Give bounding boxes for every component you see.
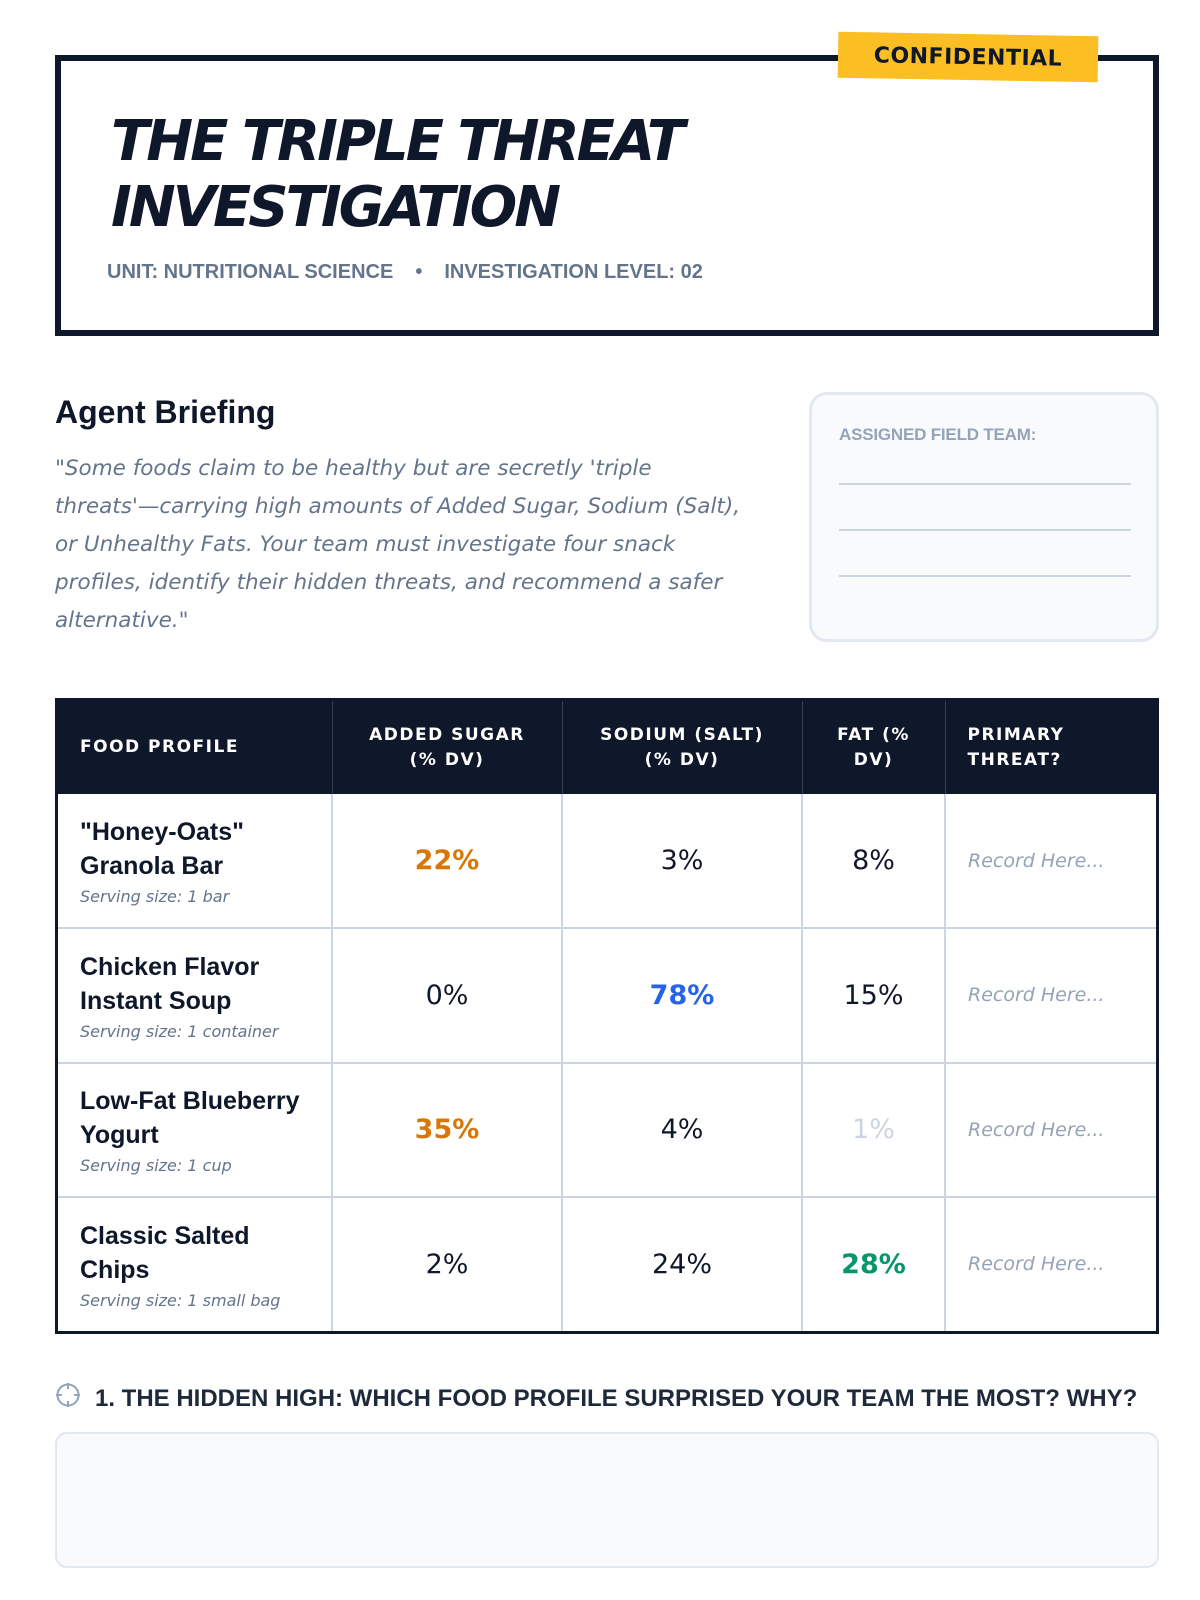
table-row <box>58 794 1156 928</box>
serving-size: Serving size: 1 bar <box>80 887 230 907</box>
primary-threat-input[interactable]: Record Here... <box>945 1063 1156 1197</box>
header-meta <box>107 261 703 284</box>
serving-size: Serving size: 1 small bag <box>80 1290 281 1310</box>
field-team-box <box>809 392 1159 642</box>
table-header-row <box>58 701 1156 794</box>
header-primary-threat: PRIMARY THREAT? <box>945 701 1156 794</box>
table-row <box>58 928 1156 1062</box>
primary-threat-input[interactable]: Record Here... <box>968 1253 1105 1276</box>
confidential-badge: CONFIDENTIAL <box>838 32 1099 83</box>
food-cell <box>58 794 332 928</box>
question-1-answer-field[interactable] <box>55 1432 1159 1568</box>
table-row <box>58 1063 1156 1197</box>
sodium-value: 4% <box>562 1063 802 1197</box>
meta-separator: • <box>415 261 423 283</box>
table-row <box>58 1197 1156 1331</box>
header-fat: FAT (% DV) <box>802 701 945 794</box>
fat-value: 15% <box>802 928 945 1062</box>
level-label: INVESTIGATION LEVEL: 02 <box>444 261 703 283</box>
unit-label: UNIT: NUTRITIONAL SCIENCE <box>107 261 394 283</box>
serving-size: Serving size: 1 container <box>80 1021 279 1041</box>
sodium-value: 24% <box>562 1197 802 1331</box>
sugar-value: 0% <box>332 928 562 1062</box>
serving-size: Serving size: 1 cup <box>80 1156 232 1176</box>
food-cell <box>58 928 332 1062</box>
header-added-sugar: ADDED SUGAR (% DV) <box>332 701 562 794</box>
sodium-value: 78% <box>562 928 802 1062</box>
header-food-profile: FOOD PROFILE <box>58 701 332 794</box>
sugar-value: 35% <box>332 1063 562 1197</box>
food-cell <box>58 1197 332 1331</box>
question-1-text: 1. THE HIDDEN HIGH: WHICH FOOD PROFILE SURPRISED YOUR TEAM THE MOST? WHY? <box>95 1384 1138 1412</box>
sodium-value: 3% <box>562 794 802 928</box>
food-profile-table <box>55 698 1159 1334</box>
food-cell <box>58 1063 332 1197</box>
fat-value: 8% <box>802 794 945 928</box>
field-team-label: ASSIGNED FIELD TEAM: <box>839 425 1037 444</box>
food-name: Chicken Flavor Instant Soup <box>80 952 260 1015</box>
sugar-value: 22% <box>332 794 562 928</box>
food-name: Classic Salted Chips <box>80 1221 250 1284</box>
crosshair-icon <box>55 1382 81 1415</box>
briefing-text: "Some foods claim to be healthy but are secretly 'triple threats'—carrying high amounts of Added Sugar, Sodium (Salt), or Unhealthy Fats. Your team must investigate four snack profiles, identify their hidden threats, and recommend a safer alternative." <box>55 456 741 633</box>
page-title <box>111 109 1011 241</box>
briefing-title: Agent Briefing <box>55 394 276 430</box>
question-1 <box>55 1382 1137 1415</box>
title-line-1: THE TRIPLE THREAT <box>111 109 683 174</box>
food-name: Low-Fat Blueberry Yogurt <box>80 1087 300 1150</box>
team-entry-line[interactable] <box>839 575 1131 577</box>
header-sodium: SODIUM (SALT) (% DV) <box>562 701 802 794</box>
fat-value: 28% <box>802 1197 945 1331</box>
title-line-2: INVESTIGATION <box>111 175 559 240</box>
primary-threat-input[interactable]: Record Here... <box>945 928 1156 1062</box>
fat-value: 1% <box>802 1063 945 1197</box>
team-entry-line[interactable] <box>839 483 1131 485</box>
food-name: "Honey-Oats" Granola Bar <box>80 818 245 881</box>
team-entry-line[interactable] <box>839 529 1131 531</box>
header-box <box>55 55 1159 336</box>
sugar-value: 2% <box>332 1197 562 1331</box>
primary-threat-input[interactable]: Record Here... <box>945 794 1156 928</box>
